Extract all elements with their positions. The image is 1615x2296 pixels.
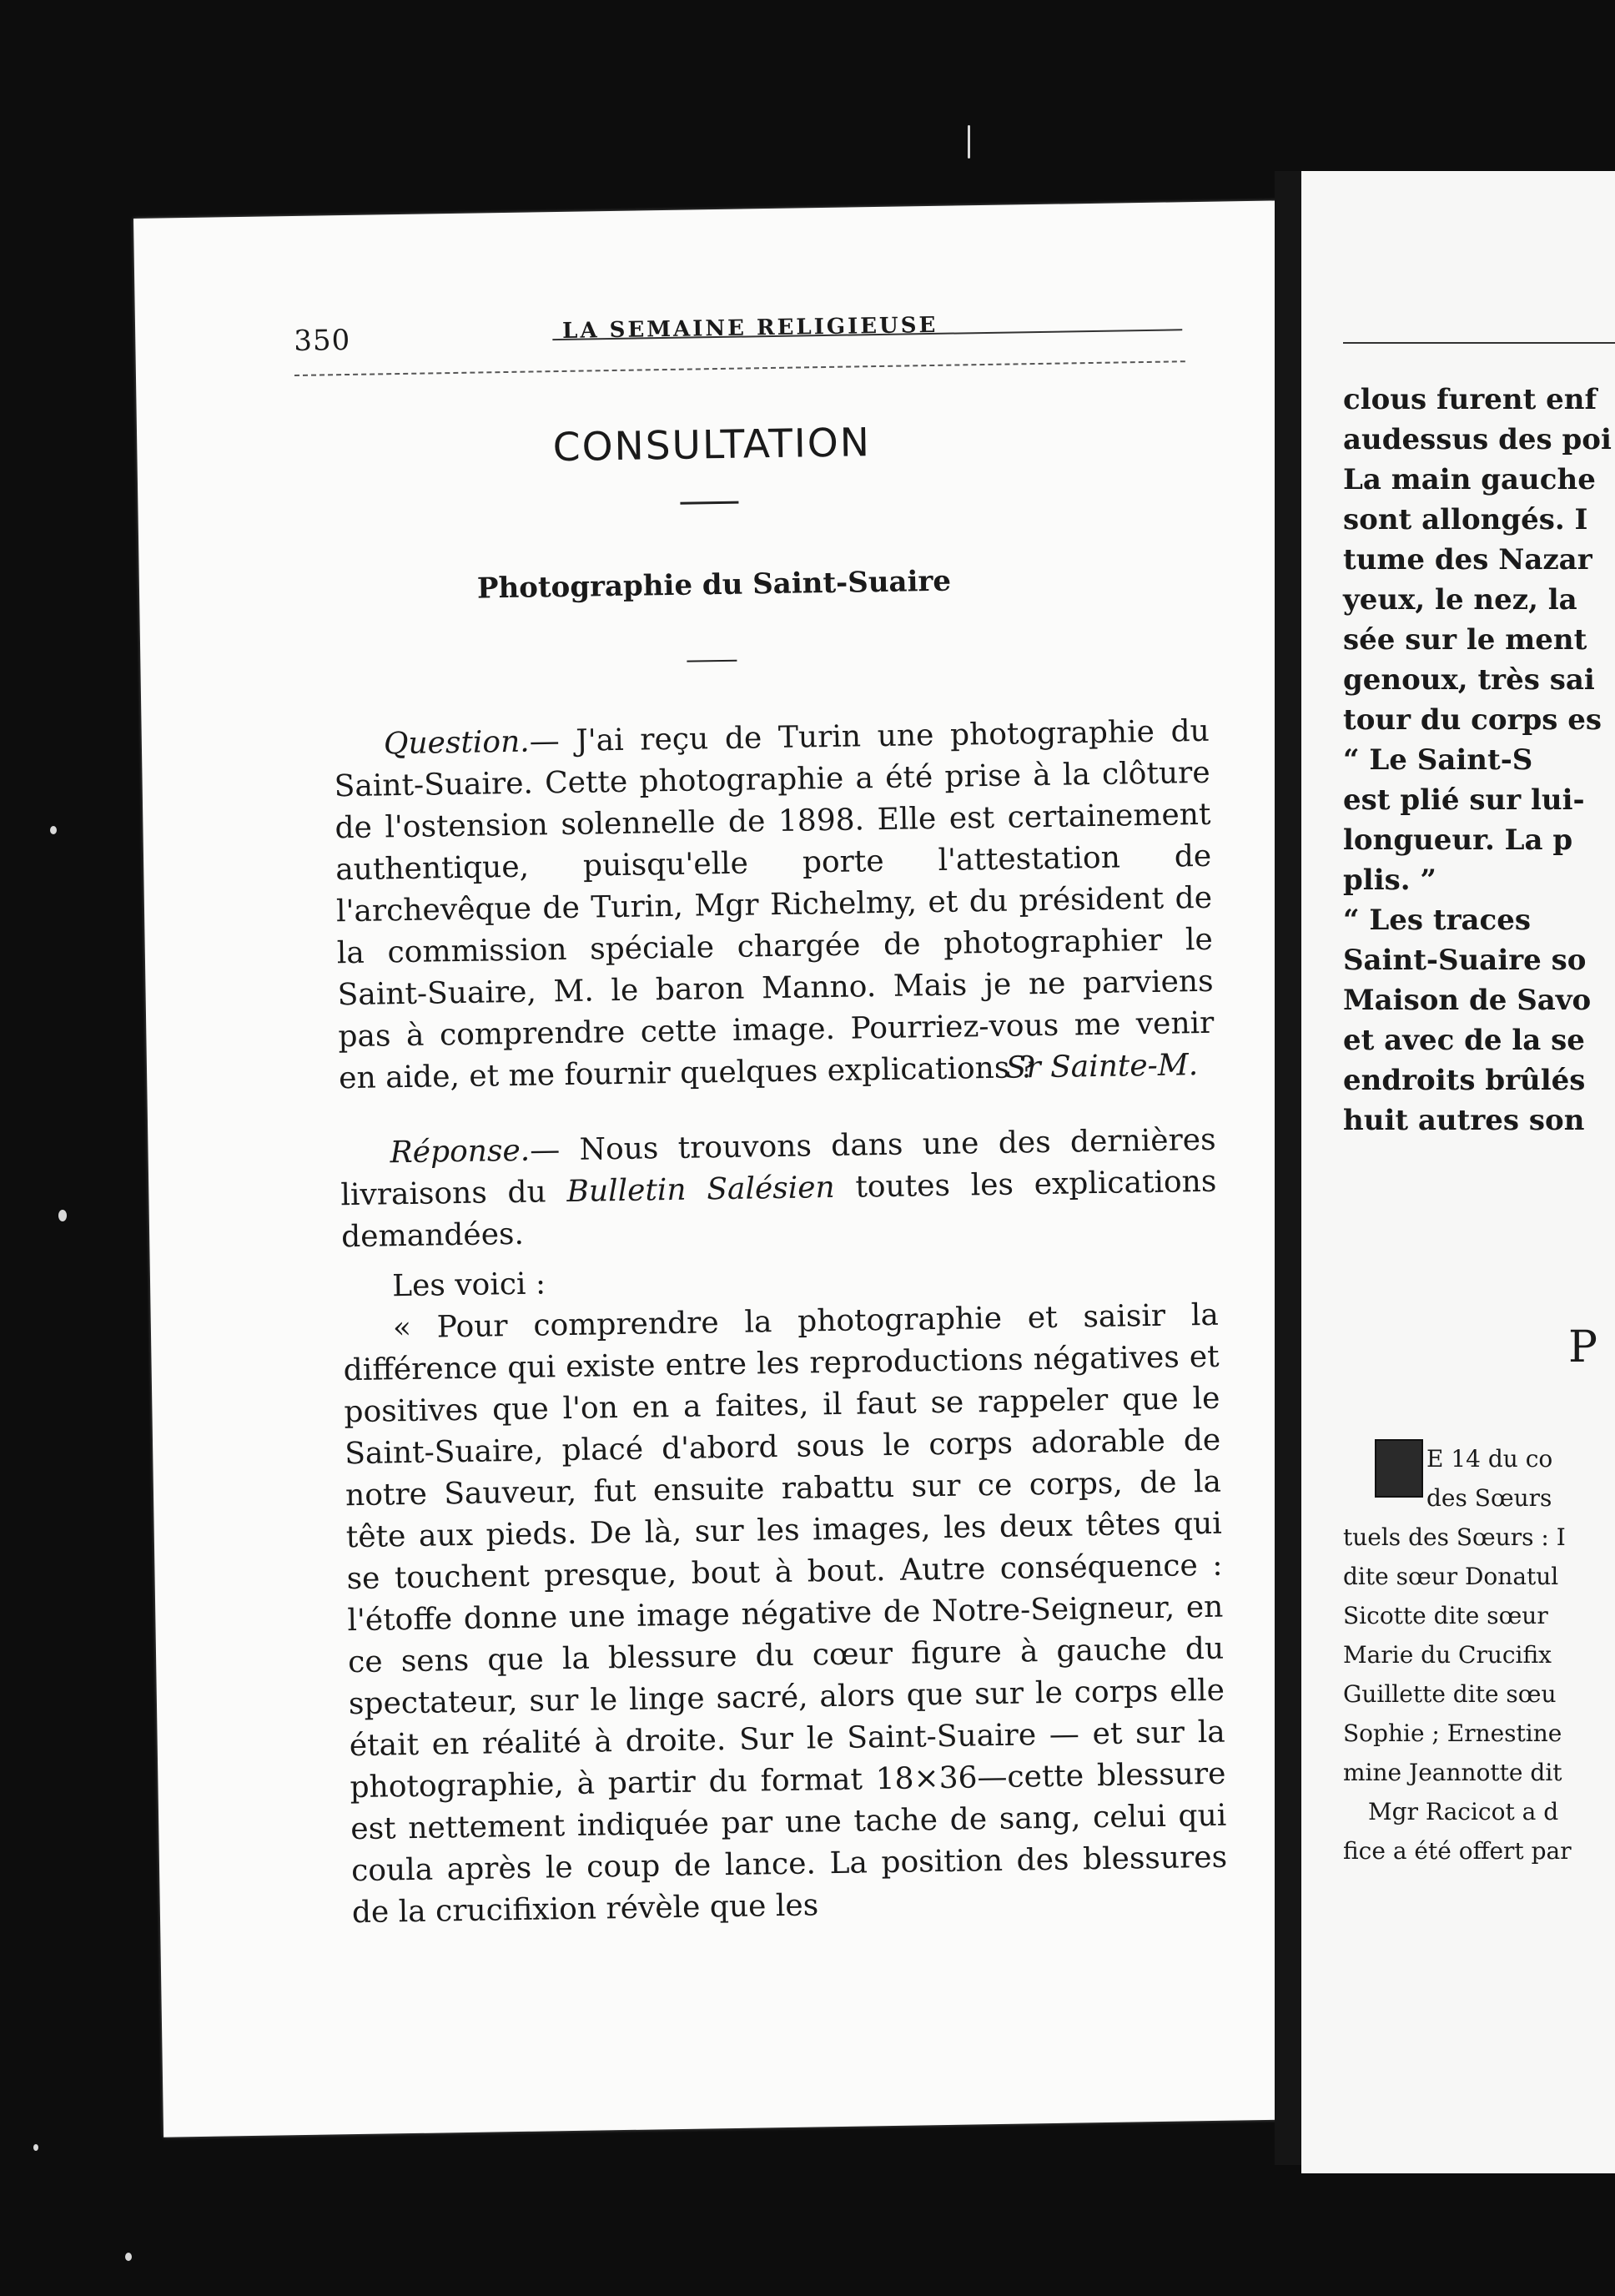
right-line: yeux, le nez, la (1343, 583, 1577, 617)
right-line: est plié sur lui- (1343, 783, 1585, 817)
right-line: “ Les traces (1343, 904, 1532, 937)
right-line: “ Le Saint-S (1343, 743, 1533, 777)
right-line: fice a été offert par (1343, 1837, 1572, 1865)
signature: Sr Sainte-M. (1005, 1048, 1199, 1085)
article-subtitle: Photographie du Saint-Suaire (476, 564, 952, 606)
subtitle-rule (687, 660, 737, 662)
right-line: dite sœur Donatul (1343, 1563, 1559, 1590)
quote-paragraph: « Pour comprendre la photographie et saisir la différence qui existe entre les reproductions négatives et positives que l'on en a faites, il faut se rappeler que le Saint-Suaire, placé d'abord sous le corps adorable de notre Sauveur, fut ensuite rabattu sur ce corps, de la tête aux pieds. De là, sur les images, les deux têtes qui se touchent presque, bout à bout. Autre conséquence : l'étoffe donne une image négative de Notre-Seigneur, en ce sens que la blessure du cœur figure à gauche du spectateur, sur le linge sacré, alors que sur le corps elle était en réalité à droite. Sur le Saint-Suaire — et sur la photographie, à partir du format 18×36—cette blessure est nettement indiquée par une tache de sang, celui qui coula après le coup de lance. La position des blessures de la crucifixion révèle que les (343, 1297, 1228, 1931)
right-line: Saint-Suaire so (1343, 944, 1587, 977)
answer-text: — Nous trouvons dans une des dernières livraisons du (340, 1122, 1216, 1213)
right-line: sont allongés. I (1343, 503, 1588, 536)
question-text: — J'ai reçu de Turin une photographie du Saint-Suaire. Cette photographie a été prise à la clôture de l'ostension solennelle de 1898. Elle est certainement authentique, puisqu'elle porte l'attestation de l'archevêque de Turin, Mgr Richelmy, et du président de la commission spéciale chargée de photographier le Saint-Suaire, M. le baron Manno. Mais je ne parviens pas à comprendre cette image. Pourriez-vous me venir en aide, et me fournir quelques explications ? (334, 713, 1215, 1096)
header-dashed-rule (294, 360, 1185, 376)
scan-speck (33, 2144, 38, 2151)
right-line: Sophie ; Ernestine (1343, 1719, 1562, 1747)
right-line: mine Jeannotte dit (1343, 1759, 1562, 1786)
scan-speck (125, 2253, 132, 2261)
page-number: 350 (294, 323, 351, 358)
question-paragraph (334, 711, 1215, 1100)
article-body (334, 711, 1229, 1934)
right-line: audessus des poi (1343, 423, 1612, 456)
right-line: Maison de Savo (1343, 984, 1592, 1017)
right-line: tuels des Sœurs : I (1343, 1523, 1566, 1551)
answer-paragraph (340, 1120, 1217, 1258)
left-page (133, 200, 1313, 2137)
right-header-rule (1343, 342, 1615, 344)
right-line: Guillette dite sœu (1343, 1680, 1557, 1708)
answer-label: Réponse. (390, 1133, 531, 1171)
right-line: plis. ” (1343, 864, 1436, 897)
question-label: Question. (383, 724, 530, 762)
right-line: Mgr Racicot a d (1368, 1798, 1559, 1825)
answer-text-end: toutes les explications demandées. (340, 1164, 1217, 1255)
right-top-lines (1343, 380, 1612, 1140)
scan-speck (50, 826, 57, 834)
right-line: sée sur le ment (1343, 623, 1587, 657)
article-title: CONSULTATION (552, 420, 872, 471)
right-line: genoux, très sai (1343, 663, 1595, 697)
right-line: huit autres son (1343, 1104, 1585, 1137)
right-line: tour du corps es (1343, 703, 1602, 737)
right-line: longueur. La p (1343, 823, 1573, 857)
bulletin-title: Bulletin Salésien (566, 1170, 836, 1209)
right-line: Sicotte dite sœur (1343, 1602, 1548, 1629)
right-line: tume des Nazar (1343, 543, 1592, 577)
right-bottom-lines (1343, 1439, 1572, 1871)
right-line: Marie du Crucifix (1343, 1641, 1552, 1669)
right-line: et avec de la se (1343, 1024, 1585, 1057)
scan-speck (968, 125, 970, 159)
right-line: E 14 du co (1426, 1445, 1553, 1473)
right-page (1301, 171, 1615, 2173)
right-line: La main gauche (1343, 463, 1596, 496)
running-head: LA SEMAINE RELIGIEUSE (561, 312, 938, 344)
right-line: endroits brûlés (1343, 1064, 1586, 1097)
scan-speck (58, 1210, 67, 1221)
right-heading-letter: P (1568, 1322, 1597, 1372)
right-line: des Sœurs (1426, 1484, 1552, 1512)
right-line: clous furent enf (1343, 383, 1597, 416)
title-rule (680, 501, 738, 505)
les-voici: Les voici : (391, 1266, 546, 1304)
